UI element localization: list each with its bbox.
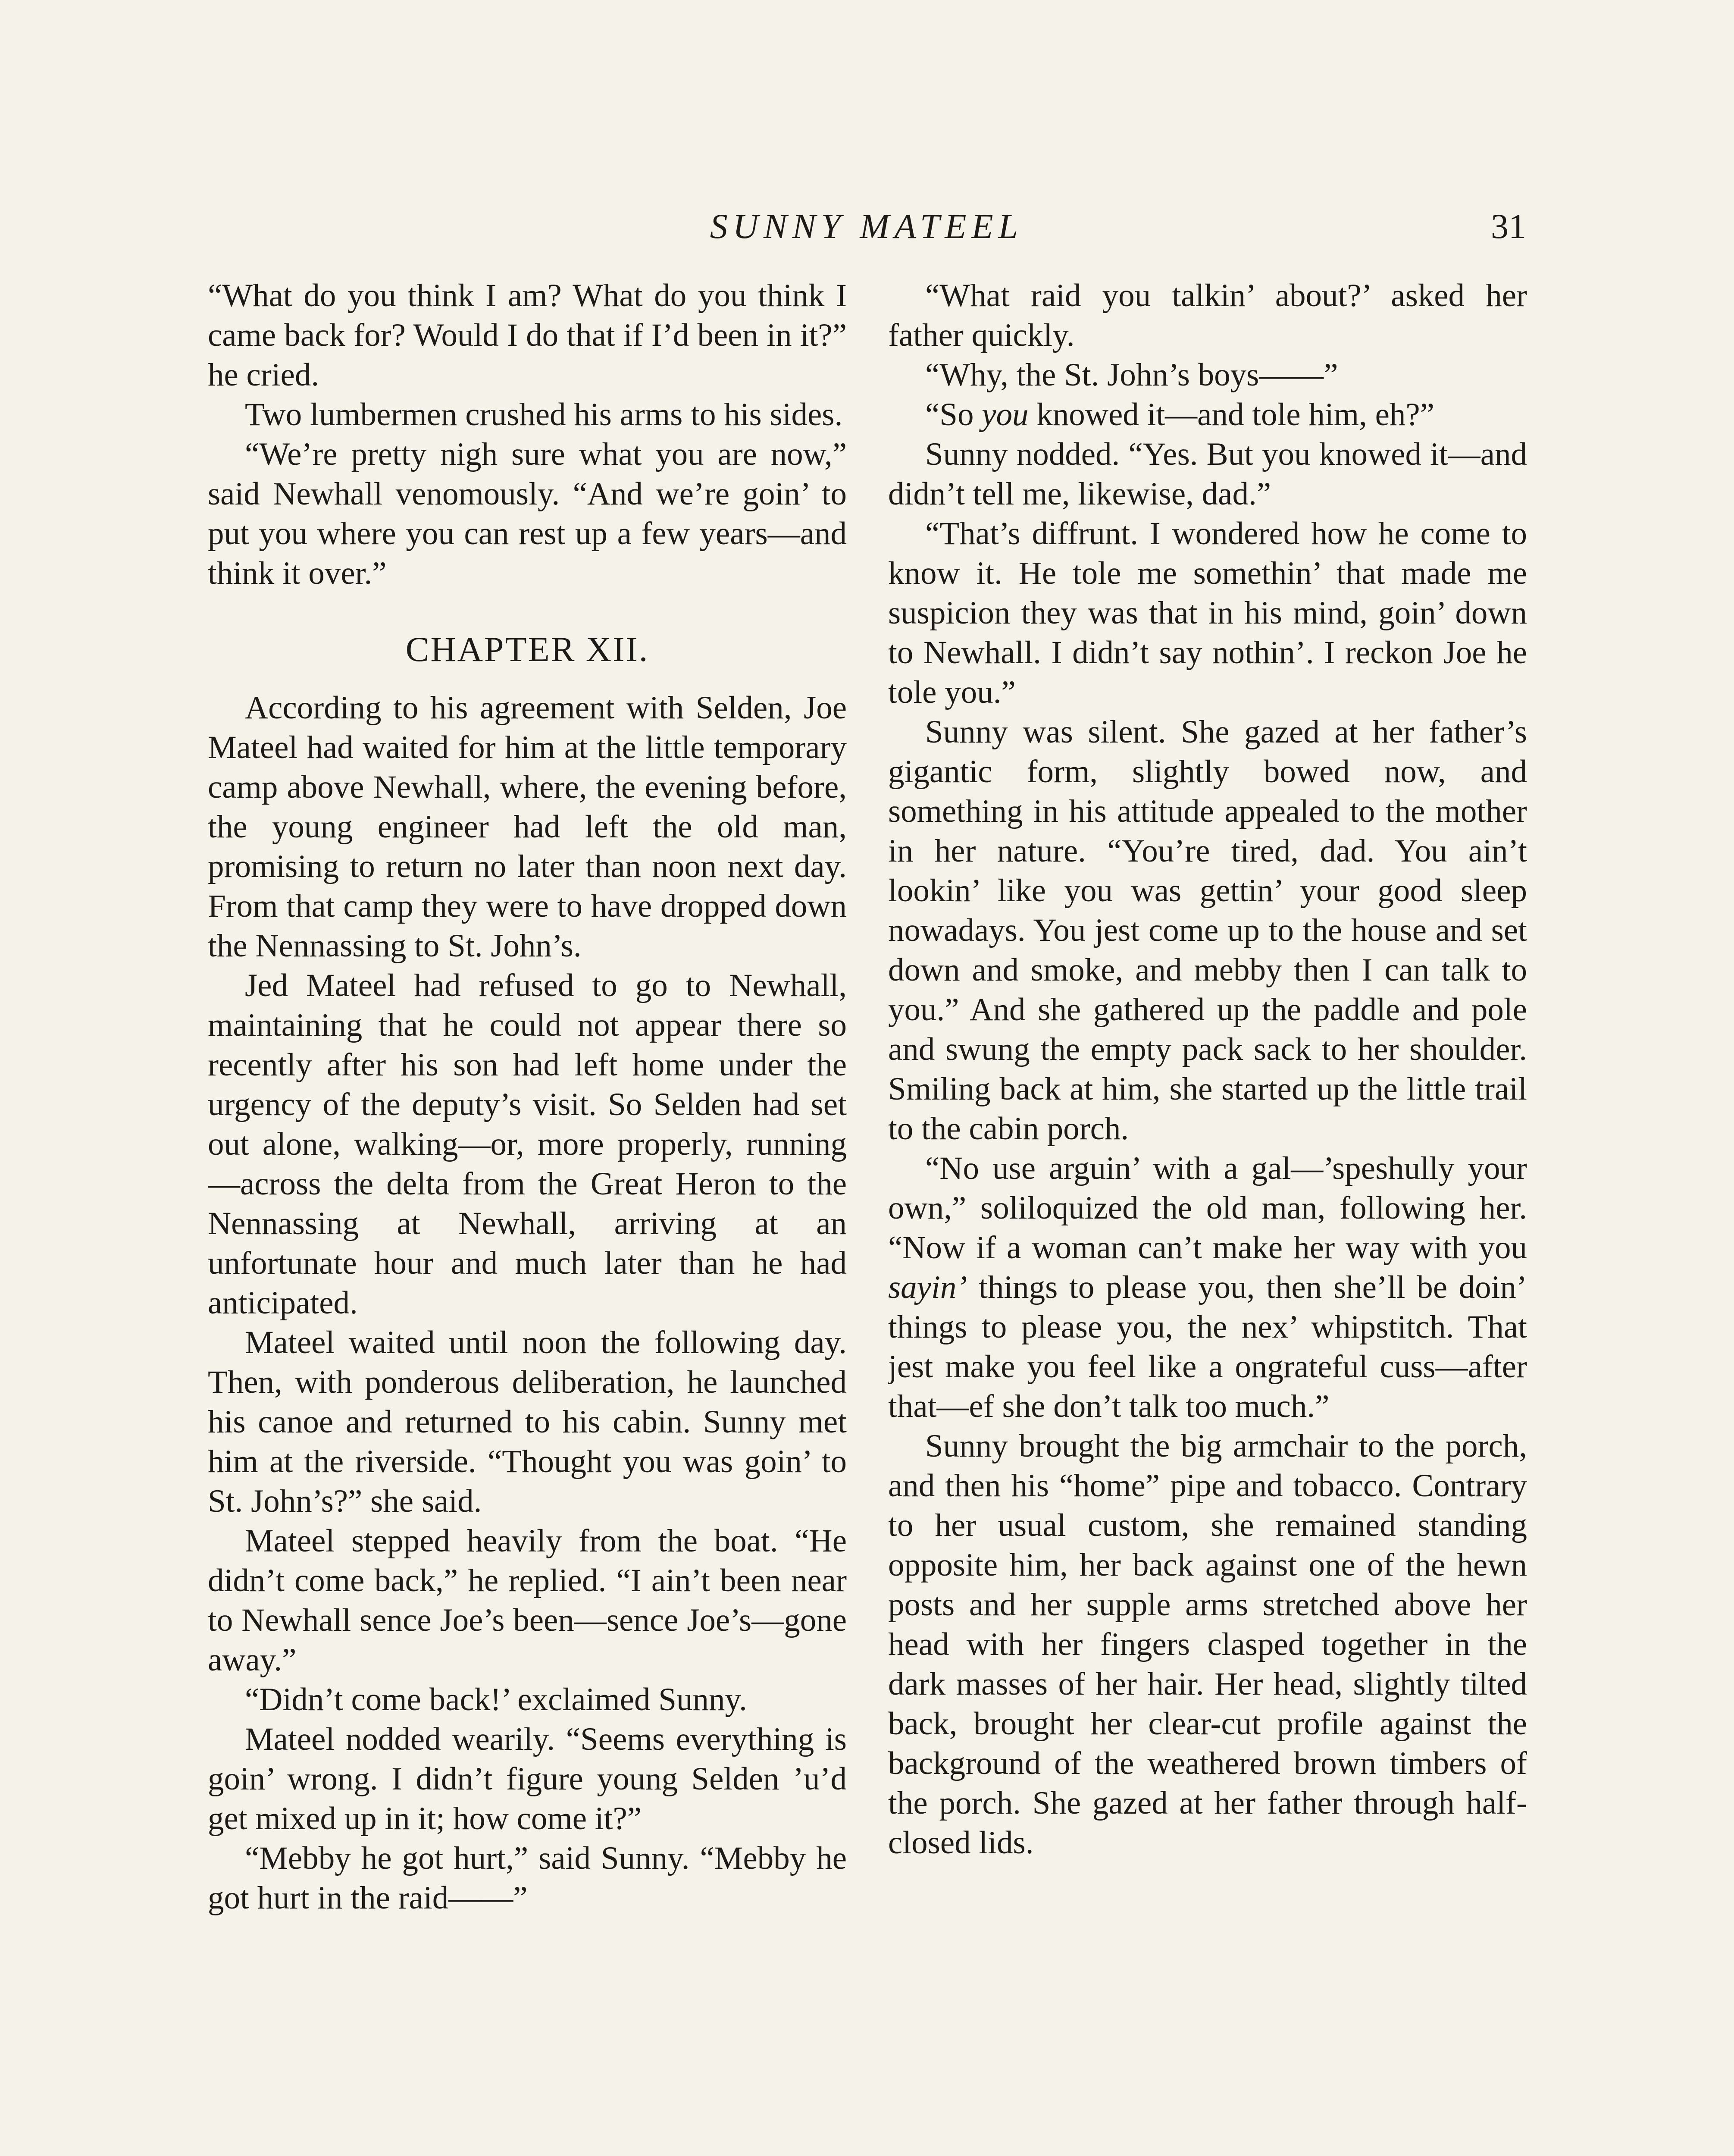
running-title: SUNNY MATEEL	[710, 207, 1023, 246]
paragraph: Mateel stepped heavily from the boat. “He didn’t come back,” he replied. “I ain’t been near to Newhall sence Joe’s been—sence Joe’s—gone away.”	[208, 1523, 847, 1678]
page-number: 31	[1491, 207, 1526, 246]
chapter-heading: CHAPTER XII.	[405, 630, 649, 669]
paragraph: “Why, the St. John’s boys——”	[925, 357, 1338, 393]
paragraph: Jed Mateel had refused to go to Newhall, maintaining that he could not appear there so recently after his son had left home under the urgency of the deputy’s visit. So Selden had set out alone, walking—or, more properly, running—across the delta from the Great Heron to the Nennassing at Newhall, arriving at an unfortunate hour and much later than he had anticipated.	[208, 968, 847, 1321]
paragraph	[888, 1149, 1527, 1426]
paragraph: “What do you think I am? What do you think I came back for? Would I do that if I’d been in it?” he cried.	[208, 278, 847, 393]
paragraph: Sunny brought the big armchair to the porch, and then his “home” pipe and tobacco. Contrary to her usual custom, she remained standing opposite him, her back against one of the hewn posts and her supple arms stretched above her head with her fingers clasped together in the dark masses of her hair. Her head, slightly tilted back, brought her clear-cut profile against the background of the weathered brown timbers of the porch. She gazed at her father through half-closed lids.	[888, 1428, 1527, 1861]
paragraph: Sunny nodded. “Yes. But you knowed it—and didn’t tell me, likewise, dad.”	[888, 436, 1527, 512]
emphasis-text: sayin’	[888, 1269, 967, 1305]
paragraph: Mateel nodded wearily. “Seems everything is goin’ wrong. I didn’t figure young Selden ’u’d get mixed up in it; how come it?”	[208, 1721, 847, 1836]
text-run: knowed it—and tole him, eh?”	[1028, 397, 1434, 432]
paragraph: “What raid you talkin’ about?’ asked her father quickly.	[888, 278, 1527, 353]
paragraph: Two lumbermen crushed his arms to his sides.	[245, 397, 843, 432]
text-run: things to please you, then she’ll be doin’ things to please you, the nex’ whipstitch. That jest make you feel like a ongrateful cuss—after that—ef she don’t talk too much.”	[888, 1269, 1527, 1424]
page-header	[207, 203, 1526, 250]
paragraph: “Didn’t come back!’ exclaimed Sunny.	[245, 1682, 747, 1717]
text-run: “No use arguin’ with a gal—’speshully your own,” soliloquized the old man, following her. “Now if a woman can’t make her way with you	[888, 1150, 1527, 1266]
right-column	[888, 276, 1527, 2156]
paragraph: According to his agreement with Selden, Joe Mateel had waited for him at the little temporary camp above Newhall, where, the evening before, the young engineer had left the old man, promising to return no later than noon next day. From that camp they were to have dropped down the Nennassing to St. John’s.	[208, 690, 847, 964]
paragraph: Sunny was silent. She gazed at her father’s gigantic form, slightly bowed now, and something in his attitude appealed to the mother in her nature. “You’re tired, dad. You ain’t lookin’ like you was gettin’ your good sleep nowadays. You jest come up to the house and set down and smoke, and mebby then I can talk to you.” And she gathered up the paddle and pole and swung the empty pack sack to her shoulder. Smiling back at him, she started up the little trail to the cabin porch.	[888, 714, 1527, 1147]
paragraph: “We’re pretty nigh sure what you are now,” said Newhall venomously. “And we’re goin’ to put you where you can rest up a few years—and think it over.”	[208, 436, 847, 591]
emphasis-text: you	[982, 397, 1029, 432]
paragraph: “That’s diffrunt. I wondered how he come to know it. He tole me somethin’ that made me suspicion they was that in his mind, goin’ down to Newhall. I didn’t say nothin’. I reckon Joe he tole you.”	[888, 516, 1527, 710]
paragraph	[888, 395, 1527, 435]
paragraph: “Mebby he got hurt,” said Sunny. “Mebby he got hurt in the raid——”	[208, 1840, 847, 1916]
left-column	[208, 276, 847, 2156]
text-run: “So	[925, 397, 982, 432]
paragraph: Mateel waited until noon the following day. Then, with ponderous deliberation, he launched his canoe and returned to his cabin. Sunny met him at the riverside. “Thought you was goin’ to St. John’s?” she said.	[208, 1325, 847, 1519]
